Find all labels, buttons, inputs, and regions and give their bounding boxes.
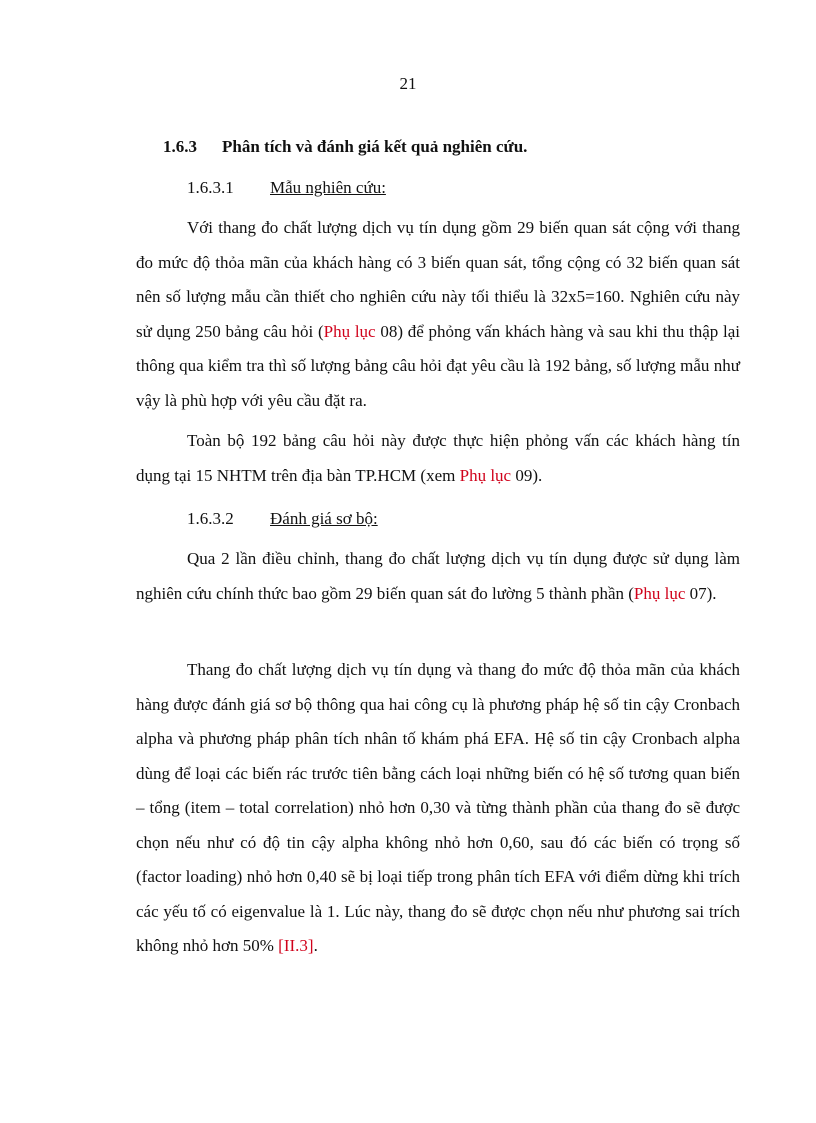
paragraph-text: Toàn bộ 192 bảng câu hỏi này được thực hiện phỏng vấn các khách hàng tín dụng tại 15 NHTM trên địa bàn TP.HCM (xem	[136, 431, 740, 485]
section-title: Phân tích và đánh giá kết quả nghiên cứu.	[222, 137, 528, 156]
paragraph-text: 07).	[685, 583, 717, 603]
paragraph-sample-size	[136, 211, 740, 418]
paragraph-adjustment	[136, 542, 740, 611]
paragraph-text: 08) để phỏng vấn khách hàng và sau khi thu thập lại thông qua kiểm tra thì số lượng bảng câu hỏi đạt yêu cầu là 192 bảng, số lượng mẫu như vậy là phù hợp với yêu cầu đặt ra.	[136, 321, 740, 410]
subheading-preliminary	[187, 509, 378, 529]
appendix-reference: Phụ lục	[633, 583, 686, 603]
paragraph-survey-banks	[136, 424, 740, 493]
subheading-number: 1.6.3.2	[187, 509, 234, 528]
section-number: 1.6.3	[163, 137, 197, 156]
subheading-title: Đánh giá sơ bộ:	[270, 509, 378, 528]
paragraph-text: .	[313, 936, 318, 955]
subheading-title: Mẫu nghiên cứu:	[270, 178, 386, 197]
paragraph-evaluation-method	[136, 653, 740, 964]
section-heading	[163, 137, 527, 157]
appendix-reference: Phụ lục	[459, 465, 512, 485]
subheading-sample	[187, 178, 386, 198]
paragraph-text: Với thang đo chất lượng dịch vụ tín dụng gồm 29 biến quan sát cộng với thang đo mức độ thỏa mãn của khách hàng có 3 biến quan sát, tổng cộng có 32 biến quan sát nên số lượng mẫu cần thiết cho nghiên cứu này tối thiểu là 32x5=160. Nghiên cứu này sử dụng 250 bảng câu hỏi (	[136, 218, 740, 341]
page-number: 21	[399, 74, 417, 93]
paragraph-text: 09).	[511, 465, 543, 485]
paragraph-text: Thang đo chất lượng dịch vụ tín dụng và thang đo mức độ thỏa mãn của khách hàng được đánh giá sơ bộ thông qua hai công cụ là phương pháp hệ số tin cậy Cronbach alpha và phương pháp phân tích nhân tố khám phá EFA. Hệ số tin cậy Cronbach alpha dùng để loại các biến rác trước tiên bằng cách loại những biến có hệ số tương quan biến – tổng (item – total correlation) nhỏ hơn 0,30 và từng thành phần của thang đo sẽ được chọn nếu như có độ tin cậy alpha không nhỏ hơn 0,60, sau đó các biến có trọng số (factor loading) nhỏ hơn 0,40 sẽ bị loại tiếp trong phân tích EFA với điểm dừng khi trích các yếu tố có eigenvalue là 1. Lúc này, thang đo sẽ được chọn nếu như phương sai trích không nhỏ hơn 50%	[136, 660, 740, 955]
paragraph-text: Qua 2 lần điều chỉnh, thang đo chất lượng dịch vụ tín dụng được sử dụng làm nghiên cứu chính thức bao gồm 29 biến quan sát đo lường 5 thành phần (	[136, 549, 740, 603]
appendix-reference: Phụ lục	[323, 321, 376, 341]
subheading-number: 1.6.3.1	[187, 178, 234, 197]
citation-reference: [II.3]	[278, 936, 314, 955]
